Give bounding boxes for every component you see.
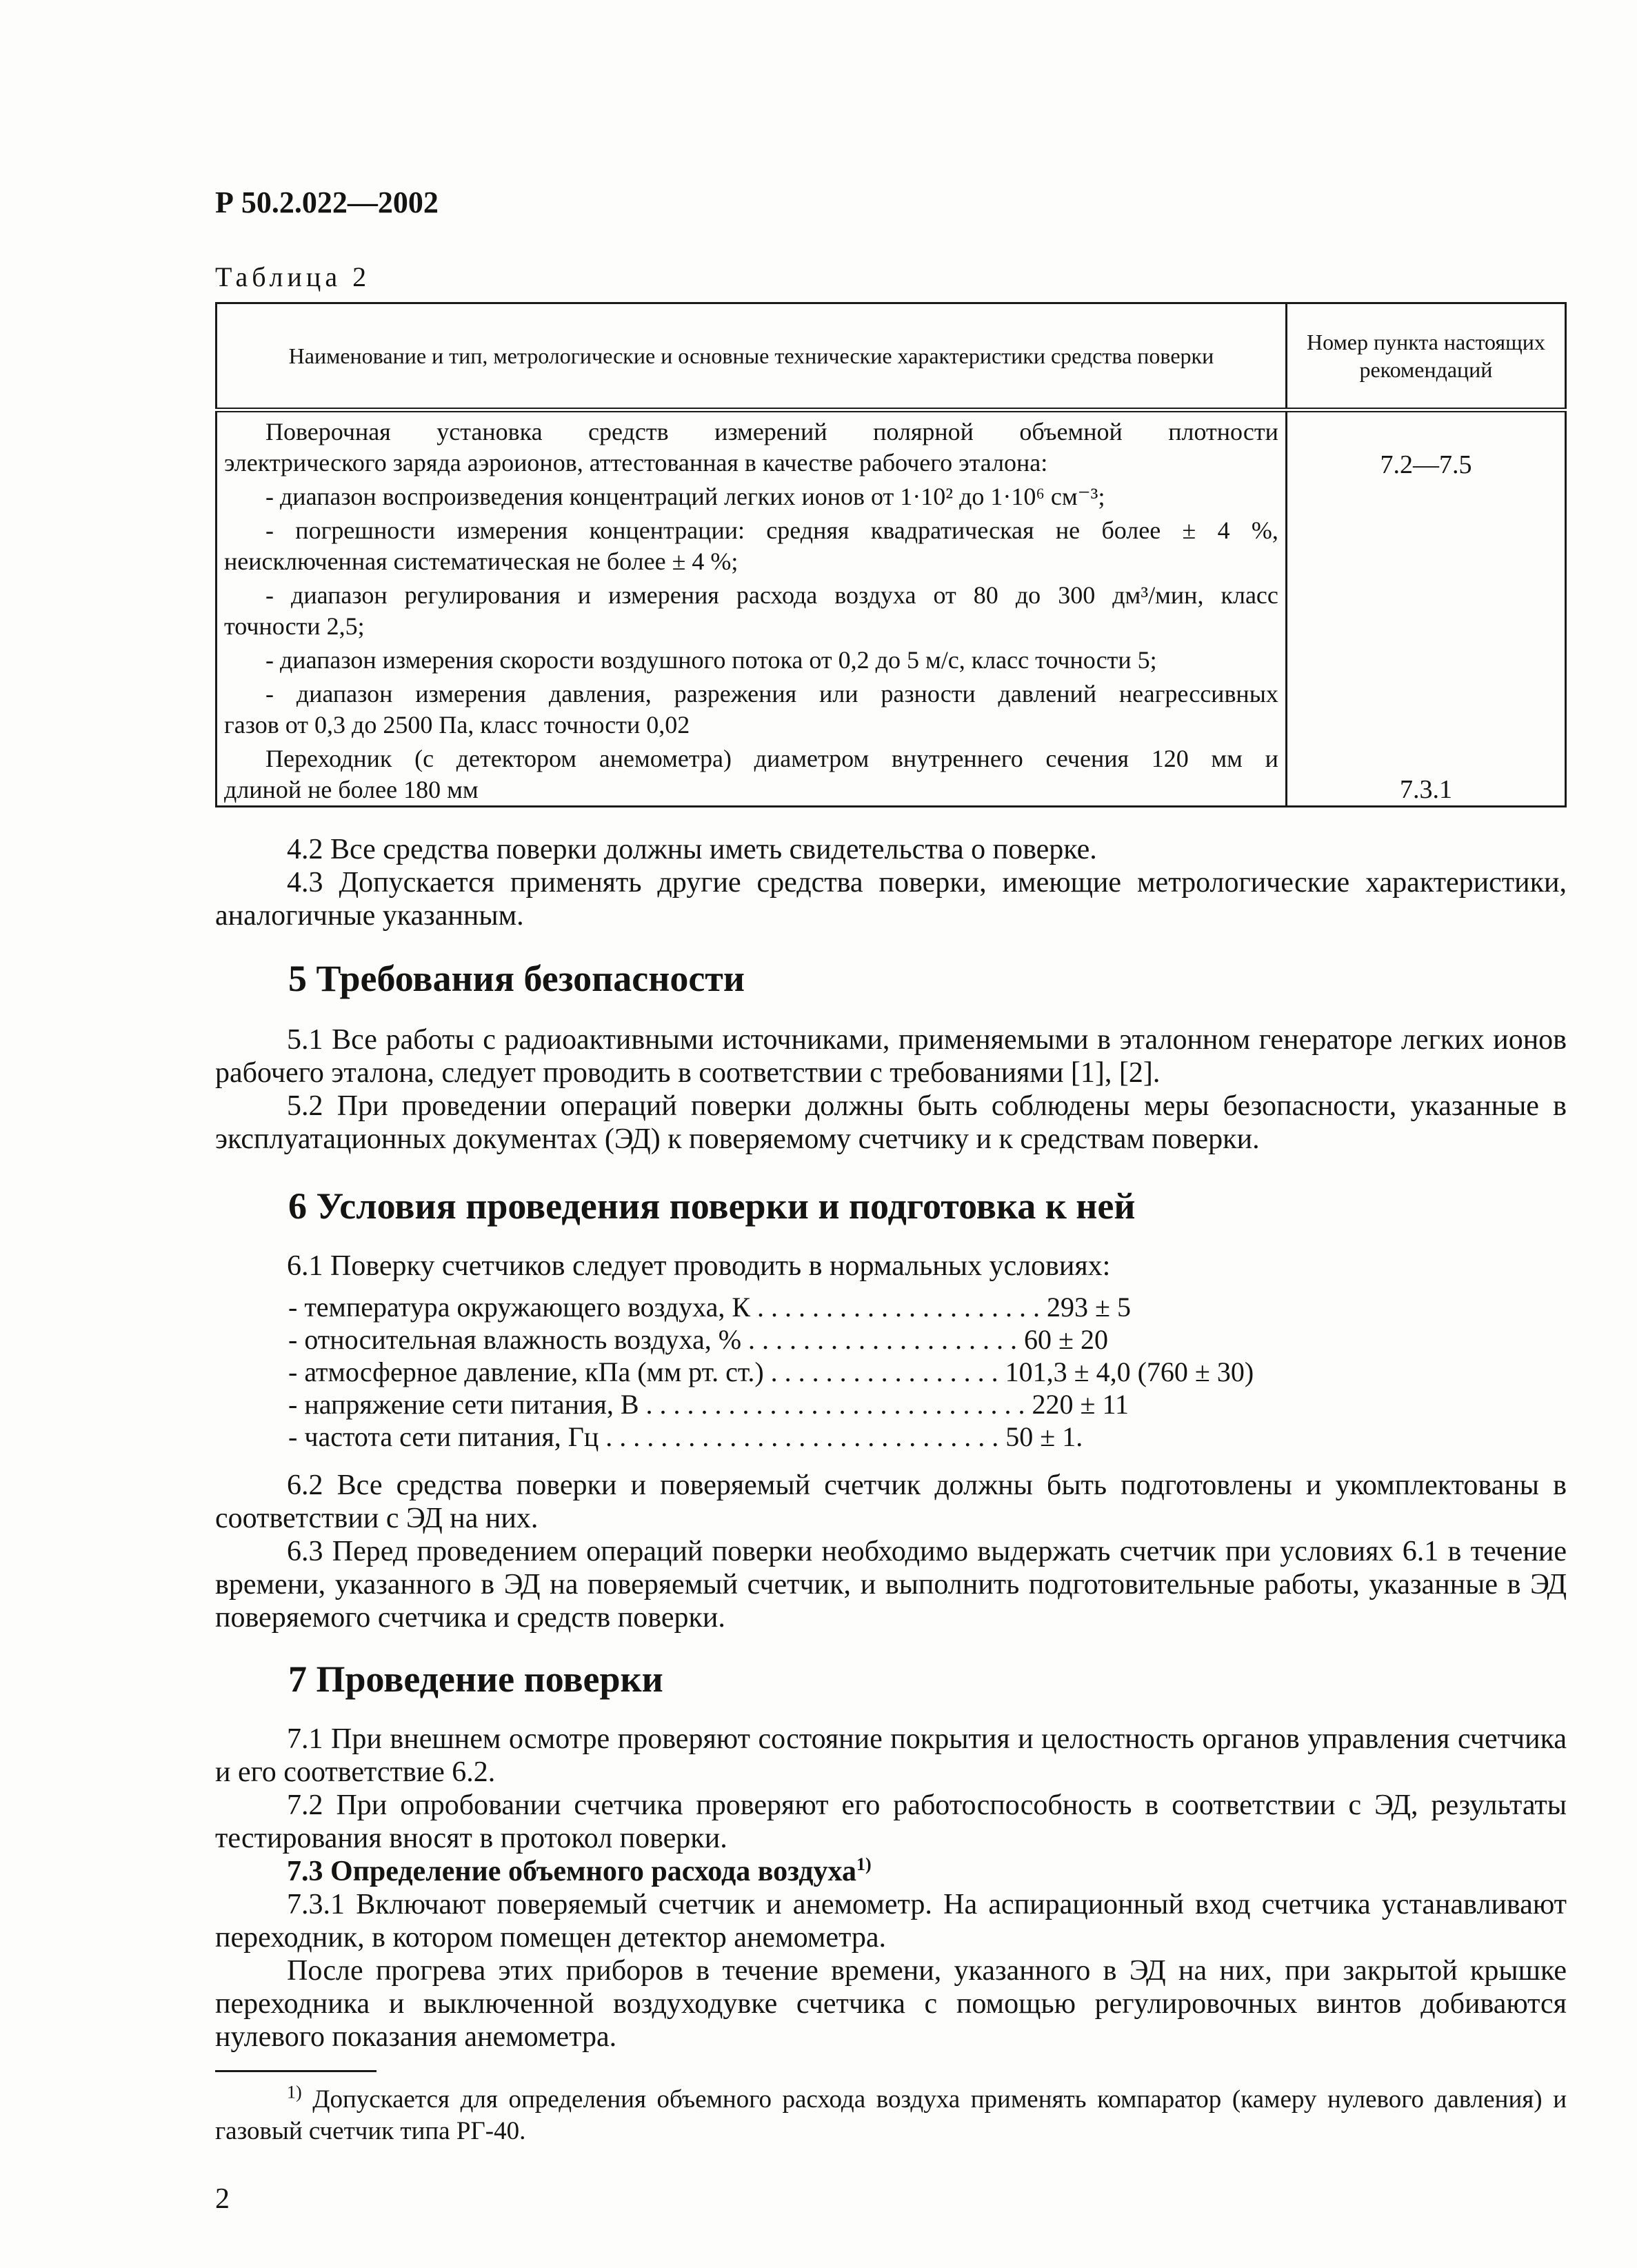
table-line: длиной не более 180 мм [224, 776, 479, 803]
footnote-text: Допускается для определения объемного расхода воздуха применять компаратор (камеру нулевого давления) и газовый счетчик типа РГ-40. [215, 2085, 1567, 2145]
condition-label: - температура окружающего воздуха, К [288, 1292, 751, 1323]
section-6-paragraphs [215, 1469, 1567, 1634]
table-line: - диапазон измерения давления, разрежения или разности давлений неагрессивных [265, 680, 1278, 708]
condition-value: 50 ± 1. [1005, 1421, 1083, 1452]
section-7-heading: 7 Проведение поверки [288, 1658, 663, 1700]
paragraph-5-1: 5.1 Все работы с радиоактивными источниками, применяемыми в эталонном генераторе легких ионов рабочего эталона, следует проводить в соответствии с требованиями [1], [2]. [215, 1024, 1567, 1089]
condition-label: - атмосферное давление, кПа (мм рт. ст.) [288, 1356, 764, 1387]
paragraph-6-3: 6.3 Перед проведением операций поверки необходимо выдержать счетчик при условиях 6.1 в течение времени, указанного в ЭД на поверяемый счетчик, и выполнить подготовительные работы, указанные в ЭД поверяемого счетчика и средств поверки. [215, 1536, 1567, 1634]
footnote [215, 2084, 1567, 2147]
section-5-paragraphs [215, 1023, 1567, 1156]
condition-row: - атмосферное давление, кПа (мм рт. ст.) . . . . . . . . . . . . . . . . . 101,3 ± 4,0 (760 ± 30) [288, 1356, 1254, 1387]
table-header-description: Наименование и тип, метрологические и основные технические характеристики средства поверки [217, 303, 1287, 410]
paragraph-7-3-1: 7.3.1 Включают поверяемый счетчик и анемометр. На аспирационный вход счетчика устанавливают переходник, в котором помещен детектор анемометра. [215, 1889, 1567, 1954]
table-row [217, 410, 1566, 807]
footnote-ref: 1) [856, 1854, 872, 1874]
table-line: точности 2,5; [224, 612, 365, 640]
section-6-intro [215, 1250, 1567, 1283]
document-code: Р 50.2.022—2002 [215, 185, 439, 219]
condition-label: - относительная влажность воздуха, % [288, 1324, 742, 1355]
table-cell-description [217, 410, 1287, 807]
paragraph-4-3: 4.3 Допускается применять другие средства поверки, имеющие метрологические характеристики, аналогичные указанным. [215, 867, 1567, 932]
table-line: - диапазон регулирования и измерения расхода воздуха от 80 до 300 дм³/мин, класс [265, 581, 1278, 609]
subsection-7-3-heading: 7.3 Определение объемного расхода воздуха$^{1)}$ [287, 1854, 872, 1887]
footnote-mark: 1) [287, 2082, 302, 2103]
table-line: - диапазон измерения скорости воздушного потока от 0,2 до 5 м/с, класс точности 5; [265, 646, 1157, 674]
condition-row: - температура окружающего воздуха, К . . . . . . . . . . . . . . . . . . . . . 293 ± 5 [288, 1292, 1131, 1323]
table-line: Поверочная установка средств измерений полярной объемной плотности [265, 418, 1278, 445]
section-5-heading: 5 Требования безопасности [288, 958, 745, 999]
paragraph-5-2: 5.2 При проведении операций поверки должны быть соблюдены меры безопасности, указанные в эксплуатационных документах (ЭД) к поверяемому счетчику и к средствам поверки. [215, 1090, 1567, 1155]
paragraph-7-3-1-continued: После прогрева этих приборов в течение времени, указанного в ЭД на них, при закрытой крышке переходника и выключенной воздуходувке счетчика с помощью регулировочных винтов добиваются нулевого показания анемометра. [215, 1955, 1567, 2053]
paragraph-6-1: 6.1 Поверку счетчиков следует проводить в нормальных условиях: [287, 1250, 1111, 1282]
condition-row: - относительная влажность воздуха, % . . . . . . . . . . . . . . . . . . . . 60 ± 20 [288, 1324, 1108, 1355]
condition-label: - напряжение сети питания, В [288, 1389, 639, 1420]
table-line: - погрешности измерения концентрации: средняя квадратическая не более ± 4 %, [265, 516, 1278, 544]
paragraph-6-2: 6.2 Все средства поверки и поверяемый счетчик должны быть подготовлены и укомплектованы в соответствии с ЭД на них. [215, 1469, 1567, 1534]
section-6-heading: 6 Условия проведения поверки и подготовка к ней [288, 1185, 1136, 1227]
section-7-paragraphs [215, 1723, 1567, 2054]
condition-label: - частота сети питания, Гц [288, 1421, 599, 1452]
conditions-list [288, 1291, 1254, 1453]
table-line: - диапазон воспроизведения концентраций легких ионов от 1·10² до 1·10⁶ см⁻³; [265, 483, 1105, 510]
paragraph-4-2: 4.2 Все средства поверки должны иметь свидетельства о поверке. [287, 834, 1097, 865]
footnote-separator [215, 2070, 376, 2072]
section-4-paragraphs [215, 833, 1567, 932]
condition-value: 101,3 ± 4,0 (760 ± 30) [1005, 1356, 1254, 1387]
reference-7-3-1: 7.3.1 [1399, 775, 1452, 804]
page-number: 2 [215, 2183, 230, 2215]
paragraph-7-1: 7.1 При внешнем осмотре проверяют состояние покрытия и целостность органов управления счетчика и его соответствие 6.2. [215, 1723, 1567, 1788]
condition-value: 293 ± 5 [1047, 1292, 1131, 1323]
table-cell-reference [1286, 410, 1565, 807]
table-caption: Таблица 2 [215, 261, 371, 292]
reference-7-2-7-5: 7.2—7.5 [1380, 450, 1472, 479]
verification-tools-table [215, 302, 1567, 807]
condition-value: 60 ± 20 [1024, 1324, 1108, 1355]
condition-row: - частота сети питания, Гц . . . . . . . . . . . . . . . . . . . . . . . . . . . . . 50 ± 1. [288, 1421, 1083, 1452]
condition-value: 220 ± 11 [1032, 1389, 1129, 1420]
table-header-reference: Номер пункта настоящих рекомендаций [1286, 303, 1565, 410]
condition-row: - напряжение сети питания, В . . . . . . . . . . . . . . . . . . . . . . . . . . . . 220 ± 11 [288, 1389, 1129, 1420]
table-line: электрического заряда аэроионов, аттестованная в качестве рабочего эталона: [224, 449, 1048, 476]
paragraph-7-2: 7.2 При опробовании счетчика проверяют его работоспособность в соответствии с ЭД, результаты тестирования вносят в протокол поверки. [215, 1789, 1567, 1854]
table-line: газов от 0,3 до 2500 Па, класс точности 0,02 [224, 711, 690, 739]
table-header-row [217, 303, 1566, 410]
table-line: неисключенная систематическая не более ± 4 %; [224, 548, 739, 575]
table-line: Переходник (с детектором анемометра) диаметром внутреннего сечения 120 мм и [265, 745, 1278, 772]
